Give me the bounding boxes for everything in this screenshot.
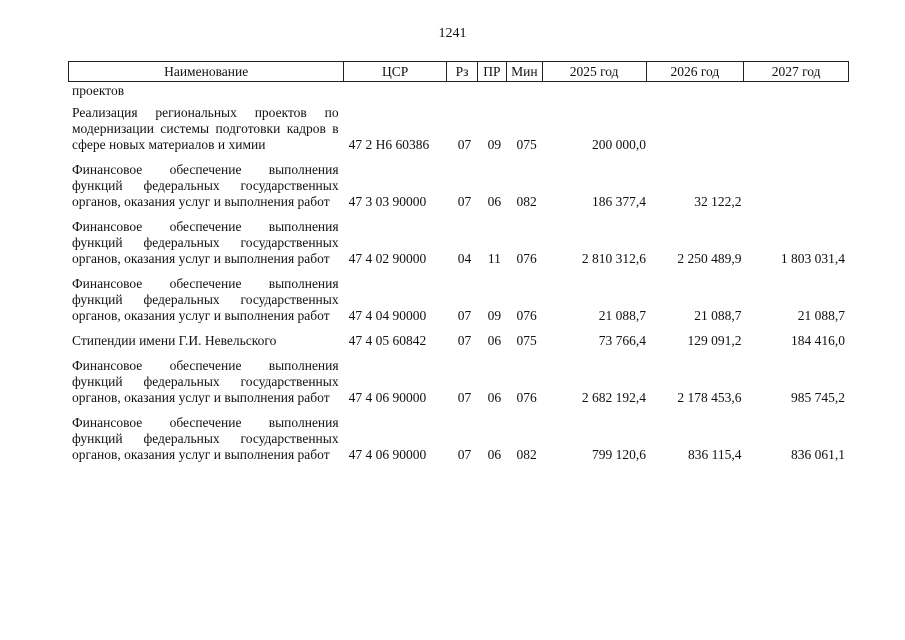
table-row [68, 333, 849, 349]
column-header-csr: ЦСР [344, 62, 447, 81]
row-pr: 09 [487, 308, 502, 323]
row-2025: 799 120,6 [592, 447, 647, 462]
row-2026: 21 088,7 [694, 308, 742, 323]
row-2027: 836 061,1 [791, 447, 845, 462]
row-csr: 47 4 05 60842 [348, 333, 427, 348]
row-min: 082 [516, 447, 537, 462]
row-pr: 11 [487, 251, 501, 266]
row-rz: 07 [457, 390, 472, 405]
continuation-text: проектов [72, 83, 125, 98]
row-min: 076 [516, 390, 537, 405]
row-2025: 186 377,4 [592, 194, 647, 209]
row-rz: 07 [457, 194, 472, 209]
row-csr: 47 4 06 90000 [348, 390, 427, 405]
row-2026: 2 250 489,9 [677, 251, 742, 266]
row-name: Реализация региональных проектов по модернизации системы подготовки кадров в сфере новых материалов и химии [72, 105, 339, 152]
row-pr: 06 [487, 333, 502, 348]
row-2025: 73 766,4 [598, 333, 647, 348]
row-rz: 07 [457, 447, 472, 462]
row-rz: 04 [457, 251, 472, 266]
row-name: Финансовое обеспечение выполнения функций федеральных государственных органов, оказания услуг и выполнения работ [72, 276, 339, 323]
column-header-pr: ПР [478, 62, 507, 81]
table-header [68, 61, 849, 82]
table-row [68, 219, 849, 267]
row-2027: 184 416,0 [791, 333, 845, 348]
column-header-min: Мин [507, 62, 543, 81]
row-2026: 129 091,2 [687, 333, 742, 348]
row-pr: 06 [487, 447, 502, 462]
row-2027: 21 088,7 [797, 308, 845, 323]
row-name: Стипендии имени Г.И. Невельского [72, 333, 277, 348]
row-min: 076 [516, 308, 537, 323]
row-rz: 07 [457, 333, 472, 348]
row-rz: 07 [457, 308, 472, 323]
row-2026: 32 122,2 [694, 194, 742, 209]
table-row [68, 276, 849, 324]
table-row [68, 105, 849, 153]
row-2026: 836 115,4 [688, 447, 742, 462]
row-name: Финансовое обеспечение выполнения функций федеральных государственных органов, оказания услуг и выполнения работ [72, 219, 339, 266]
row-min: 082 [516, 194, 537, 209]
row-name: Финансовое обеспечение выполнения функций федеральных государственных органов, оказания услуг и выполнения работ [72, 162, 339, 209]
row-csr: 47 4 04 90000 [348, 308, 427, 323]
column-header-2027: 2027 год [771, 63, 821, 79]
row-2025: 21 088,7 [598, 308, 647, 323]
row-rz: 07 [457, 137, 472, 152]
row-name: Финансовое обеспечение выполнения функций федеральных государственных органов, оказания услуг и выполнения работ [72, 415, 339, 462]
row-2025: 2 810 312,6 [581, 251, 647, 266]
table-row [68, 415, 849, 463]
table-row [68, 162, 849, 210]
row-min: 075 [516, 137, 537, 152]
row-csr: 47 4 02 90000 [348, 251, 427, 266]
column-header-2025: 2025 год [543, 62, 647, 81]
row-name: Финансовое обеспечение выполнения функций федеральных государственных органов, оказания услуг и выполнения работ [72, 358, 339, 405]
row-csr: 47 4 06 90000 [348, 447, 427, 462]
row-2027: 1 803 031,4 [780, 251, 845, 266]
row-csr: 47 3 03 90000 [348, 194, 427, 209]
row-min: 076 [516, 251, 537, 266]
row-2025: 2 682 192,4 [581, 390, 647, 405]
column-header-2026: 2026 год [647, 62, 745, 81]
page-number: 1241 [438, 26, 467, 41]
table-row [68, 358, 849, 406]
row-2027: 985 745,2 [791, 390, 845, 405]
column-header-rz: Рз [447, 62, 478, 81]
row-csr: 47 2 Н6 60386 [348, 137, 430, 152]
row-min: 075 [516, 333, 537, 348]
row-pr: 09 [487, 137, 502, 152]
row-pr: 06 [487, 194, 502, 209]
column-header-name: Наименование [69, 62, 344, 81]
table-body [68, 105, 849, 472]
row-2025: 200 000,0 [592, 137, 647, 152]
row-pr: 06 [487, 390, 502, 405]
row-2026: 2 178 453,6 [677, 390, 742, 405]
